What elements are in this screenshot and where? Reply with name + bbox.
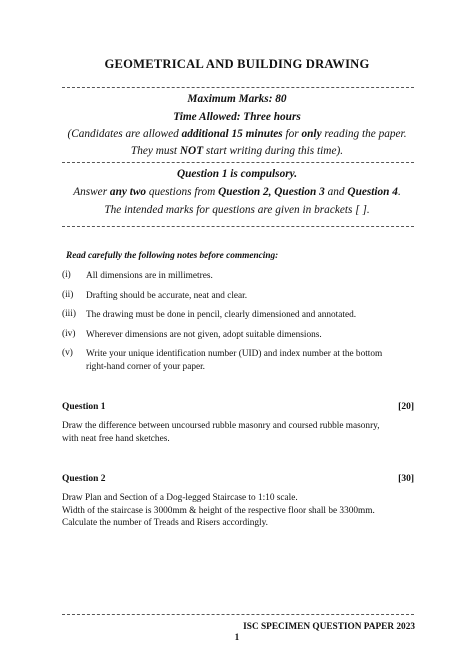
page-number: 1 [234,633,240,643]
question-body [62,420,417,445]
choice-instruction: Answer any two questions from Question 2, Question 3 and Question 4. [73,186,401,198]
note-text: The drawing must be done in pencil, clearly dimensioned and annotated. [86,310,357,320]
time-allowed: Time Allowed: Three hours [173,111,301,123]
note-number: (ii) [62,290,74,300]
question-body [62,492,417,530]
note-number: (i) [62,270,71,280]
note-text: Write your unique identification number (UID) and index number at the bottom right-hand corner of your paper. [86,349,383,372]
question-marks: [30] [398,474,414,484]
question-line: Calculate the number of Treads and Risers accordingly. [62,518,268,528]
paper-title: GEOMETRICAL AND BUILDING DRAWING [104,57,370,71]
notes-heading: Read carefully the following notes before commencing: [66,251,279,261]
note-text: All dimensions are in millimetres. [86,271,213,281]
note-text: Drafting should be accurate, neat and clear. [86,291,248,301]
question-line: Draw the difference between uncoursed rubble masonry and coursed rubble masonry, [62,421,380,431]
divider [62,162,414,163]
divider [62,87,414,88]
writing-restriction-note: They must NOT start writing during this time). [130,145,344,157]
divider [62,226,414,227]
maximum-marks: Maximum Marks: 80 [187,93,287,105]
question-line: with neat free hand sketches. [62,433,170,444]
note-text: Wherever dimensions are not given, adopt suitable dimensions. [86,330,322,340]
note-number: (iv) [62,329,76,339]
footer-label: ISC SPECIMEN QUESTION PAPER 2023 [243,622,415,632]
marks-note: The intended marks for questions are given in brackets [ ]. [104,204,370,216]
question-marks: [20] [398,402,414,412]
question-heading: Question 1 [62,402,106,412]
question-line: Width of the staircase is 3000mm & height of the respective floor shall be 3300mm. [62,505,375,516]
compulsory-note: Question 1 is compulsory. [176,168,298,180]
footer-divider [62,614,414,615]
reading-time-note: (Candidates are allowed additional 15 minutes for only reading the paper. [67,128,407,140]
note-number: (iii) [62,309,76,319]
note-number: (v) [62,348,73,358]
question-heading: Question 2 [62,474,106,484]
question-line: Draw Plan and Section of a Dog-legged Staircase to 1:10 scale. [62,493,298,503]
